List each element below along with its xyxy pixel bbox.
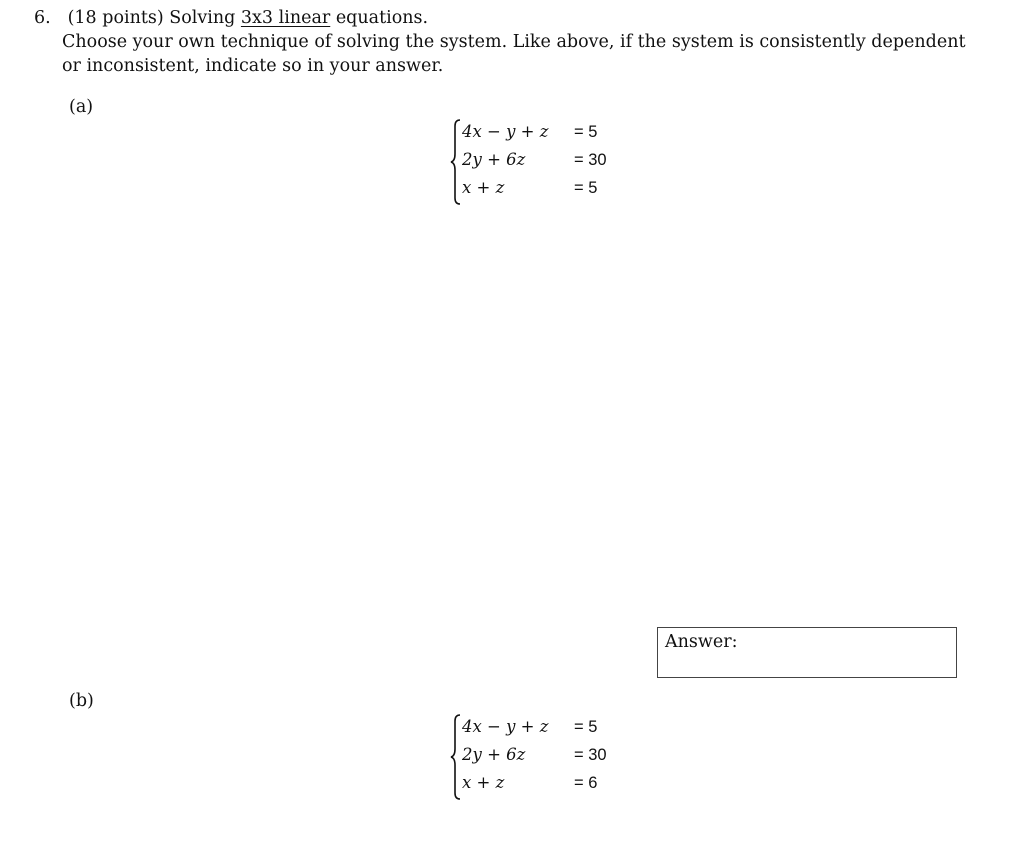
instructions-line-1: Choose your own technique of solving the system. Like above, if the system is consistently dependent bbox=[62, 32, 966, 52]
equation-rhs: = 6 bbox=[574, 774, 598, 792]
part-a-label: (a) bbox=[69, 97, 94, 117]
question-title-pre: Solving bbox=[169, 8, 236, 28]
equation-lhs: x + z bbox=[462, 773, 505, 792]
question-number: 6. bbox=[34, 8, 51, 28]
equation-rhs: = 5 bbox=[574, 123, 598, 141]
equation-rhs: = 5 bbox=[574, 718, 598, 736]
equation-lhs: 2y + 6z bbox=[462, 745, 526, 764]
question-points: (18 points) bbox=[67, 8, 164, 28]
question-title-post: equations. bbox=[335, 8, 429, 28]
question-title-underlined: 3x3 linear bbox=[240, 8, 331, 28]
equation-rhs: = 30 bbox=[574, 746, 607, 764]
left-brace-icon bbox=[450, 713, 462, 801]
part-a-equation-system bbox=[450, 118, 650, 208]
equation-lhs: 4x − y + z bbox=[462, 717, 549, 736]
question-instructions bbox=[62, 30, 966, 78]
part-b-equation-system bbox=[450, 713, 650, 803]
left-brace-icon bbox=[450, 118, 462, 206]
question-header bbox=[34, 6, 428, 30]
equation-lhs: 2y + 6z bbox=[462, 150, 526, 169]
answer-box[interactable] bbox=[657, 627, 957, 678]
equation-rhs: = 5 bbox=[574, 179, 598, 197]
equation-lhs: x + z bbox=[462, 178, 505, 197]
equation-lhs: 4x − y + z bbox=[462, 122, 549, 141]
equation-rhs: = 30 bbox=[574, 151, 607, 169]
answer-label: Answer: bbox=[665, 632, 738, 652]
part-b-label: (b) bbox=[69, 691, 94, 711]
instructions-line-2: or inconsistent, indicate so in your answer. bbox=[62, 56, 444, 76]
